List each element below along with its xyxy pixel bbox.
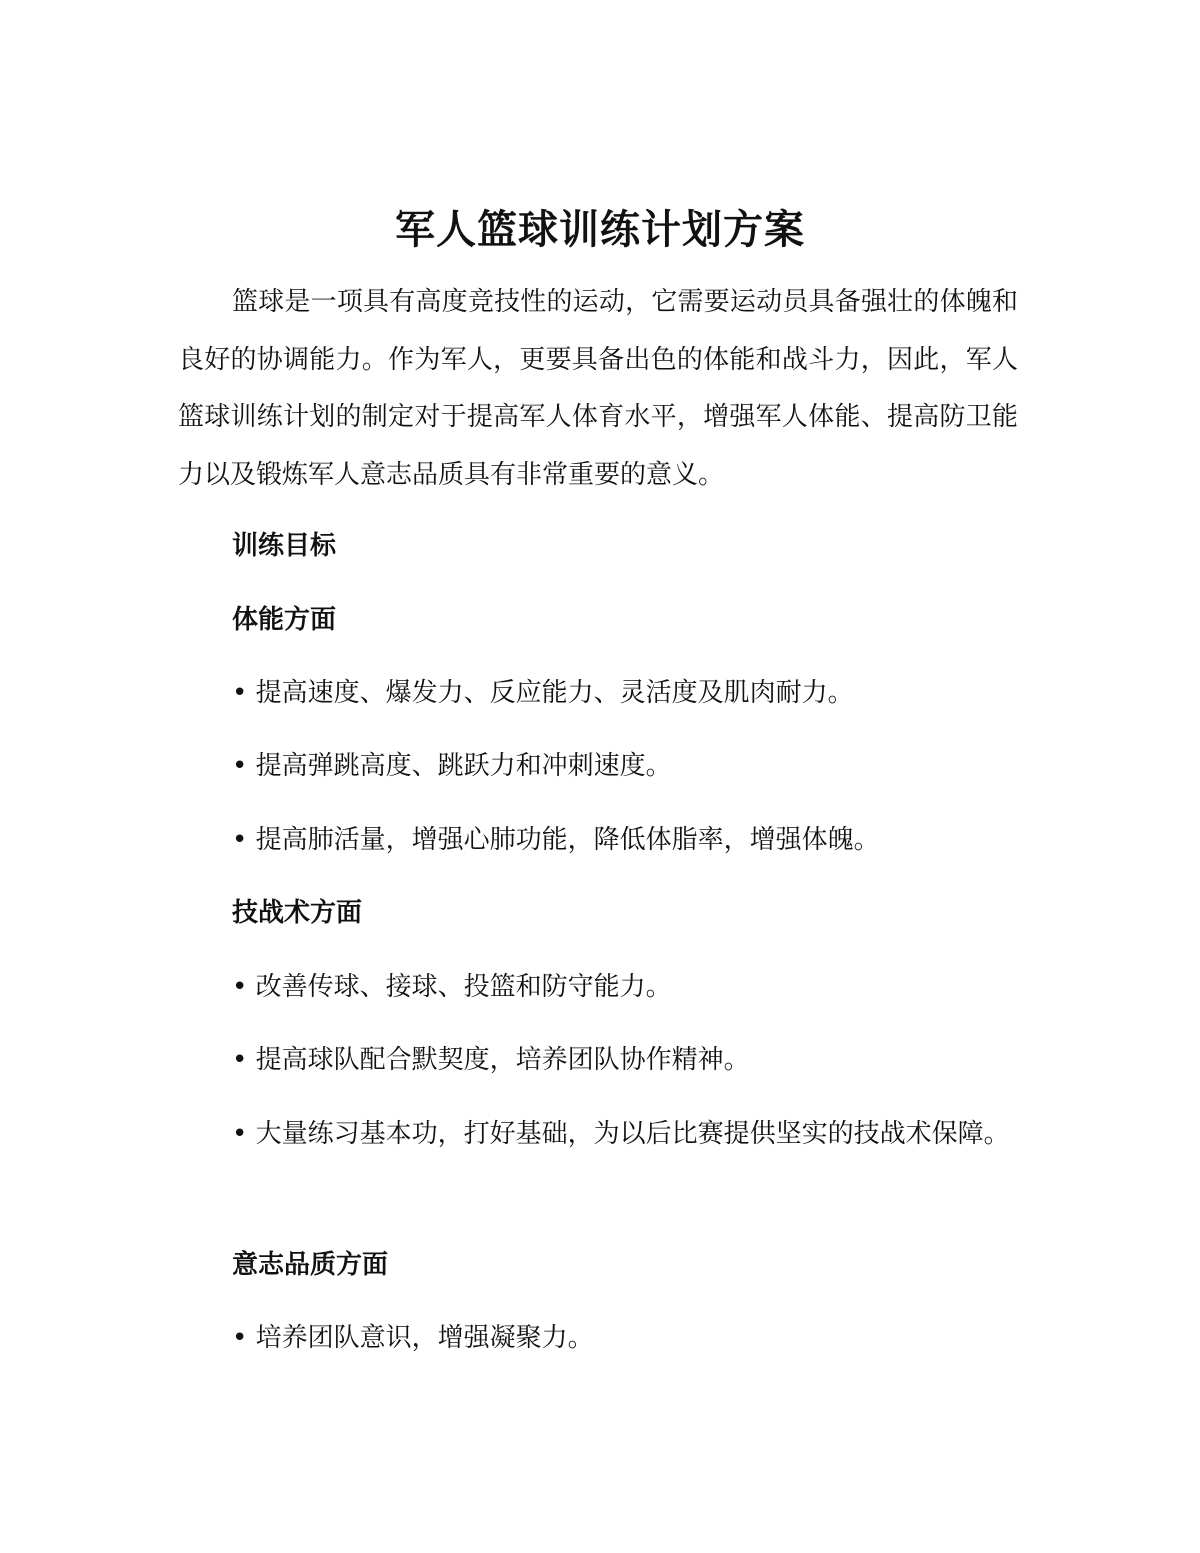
list-item: • 提高弹跳高度、跳跃力和冲刺速度。 — [232, 751, 672, 781]
list-item: • 培养团队意识，增强凝聚力。 — [232, 1323, 594, 1353]
section-heading-physical: 体能方面 — [232, 605, 337, 635]
intro-paragraph: 篮球是一项具有高度竞技性的运动，它需要运动员具备强壮的体魄和良好的协调能力。作为军人，更要具备出色的体能和战斗力，因此，军人篮球训练计划的制定对于提高军人体育水平，增强军人体能、提高防卫能力以及锻炼军人意志品质具有非常重要的意义。 — [178, 287, 1018, 490]
list-item: • 提高球队配合默契度，培养团队协作精神。 — [232, 1045, 750, 1075]
list-item: • 大量练习基本功，打好基础，为以后比赛提供坚实的技战术保障。 — [232, 1119, 1010, 1149]
list-item: • 提高肺活量，增强心肺功能，降低体脂率，增强体魄。 — [232, 825, 880, 855]
list-item: • 提高速度、爆发力、反应能力、灵活度及肌肉耐力。 — [232, 678, 854, 708]
list-item: • 改善传球、接球、投篮和防守能力。 — [232, 972, 672, 1002]
document-title: 军人篮球训练计划方案 — [395, 207, 805, 253]
section-heading-will: 意志品质方面 — [232, 1250, 389, 1280]
section-heading-goal: 训练目标 — [232, 531, 337, 561]
section-heading-tactics: 技战术方面 — [232, 898, 363, 928]
